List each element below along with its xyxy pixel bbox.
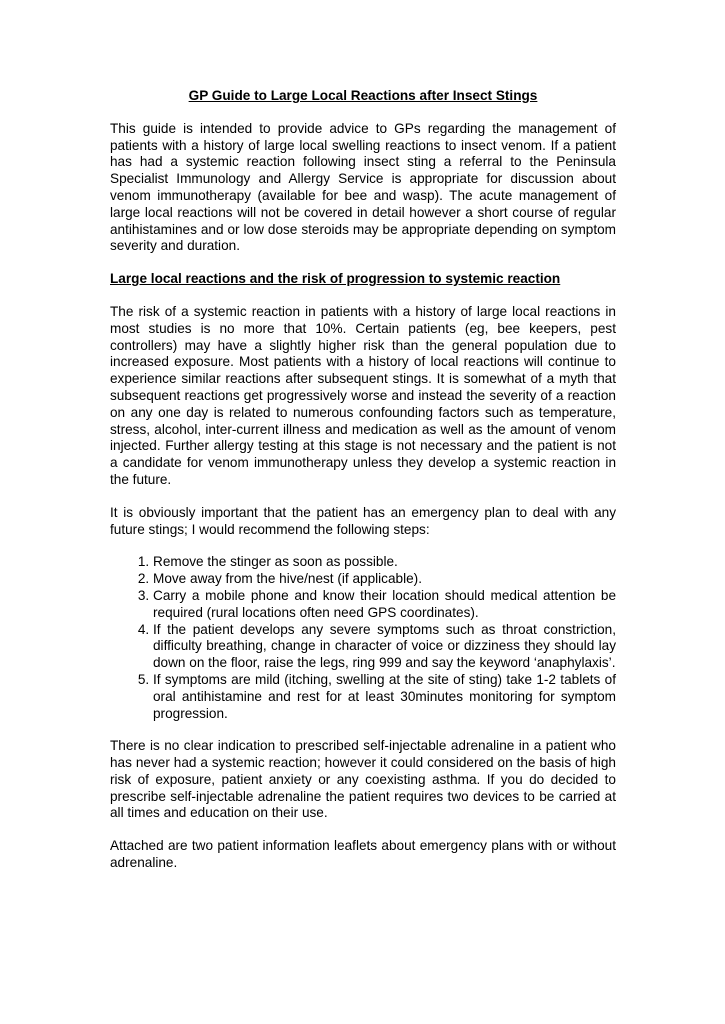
section-heading: Large local reactions and the risk of progression to systemic reaction — [110, 271, 561, 287]
closing-paragraph: Attached are two patient information leaflets about emergency plans with or without adrenaline. — [110, 838, 616, 871]
step-item — [153, 571, 616, 588]
risk-paragraph: The risk of a systemic reaction in patients with a history of large local reactions in most studies is no more that 10%. Certain patients (eg, bee keepers, pest controllers) may have a slightly higher risk than the general population due to increased exposure. Most patients with a history of local reactions will continue to experience similar reactions after subsequent stings. It is somewhat of a myth that subsequent reactions get progressively worse and instead the severity of a reaction on any one day is related to numerous confounding factors such as temperature, stress, alcohol, inter-current illness and medication as well as the amount of venom injected. Further allergy testing at this stage is not necessary and the patient is not a candidate for venom immunotherapy unless they develop a systemic reaction in the future. — [110, 303, 616, 487]
step-text: 3. Carry a mobile phone and know their location should medical attention be required (rural locations often need GPS coordinates). — [153, 587, 616, 620]
step-text: 4. If the patient develops any severe symptoms such as throat constriction, difficulty breathing, change in character of voice or dizziness they should lay down on the floor, raise the legs, ring 999 and say the keyword ‘anaphylaxis’. — [153, 621, 616, 671]
step-item — [153, 622, 616, 672]
step-text: 2. Move away from the hive/nest (if applicable). — [153, 571, 422, 587]
document-title: GP Guide to Large Local Reactions after Insect Stings — [188, 88, 538, 103]
step-text: 5. If symptoms are mild (itching, swelling at the site of sting) take 1-2 tablets of oral antihistamine and rest for at least 30minutes monitoring for symptom progression. — [153, 671, 616, 721]
step-item — [153, 588, 616, 622]
step-item — [153, 554, 616, 571]
document-page — [110, 88, 616, 888]
emergency-steps-list — [110, 554, 616, 722]
intro-paragraph: This guide is intended to provide advice to GPs regarding the management of patients with a history of large local swelling reactions to insect venom. If a patient has had a systemic reaction following insect sting a referral to the Peninsula Specialist Immunology and Allergy Service is appropriate for discussion about venom immunotherapy (available for bee and wasp). The acute management of large local reactions will not be covered in detail however a short course of regular antihistamines and or low dose steroids may be appropriate depending on symptom severity and duration. — [110, 120, 616, 254]
plan-intro-paragraph: It is obviously important that the patient has an emergency plan to deal with any future stings; I would recommend the following steps: — [110, 504, 616, 537]
step-text: 1. Remove the stinger as soon as possible. — [153, 554, 398, 570]
adrenaline-paragraph: There is no clear indication to prescribed self-injectable adrenaline in a patient who has never had a systemic reaction; however it could considered on the basis of high risk of exposure, patient anxiety or any coexisting asthma. If you do decided to prescribe self-injectable adrenaline the patient requires two devices to be carried at all times and education on their use. — [110, 738, 616, 821]
step-item — [153, 672, 616, 722]
